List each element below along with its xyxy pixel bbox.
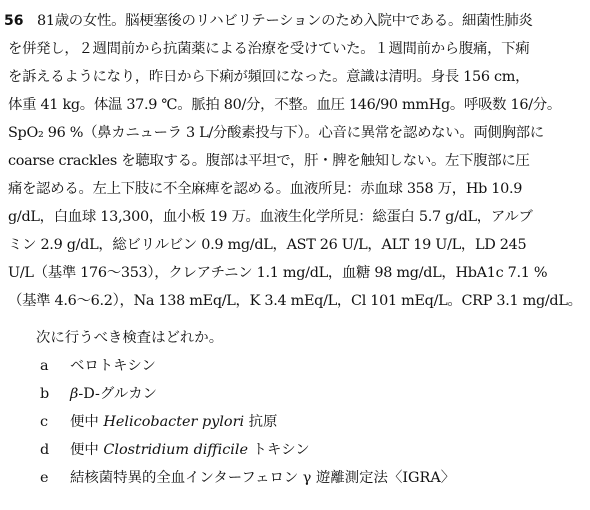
option-text-suffix: -D-グルカン	[78, 386, 157, 402]
option-e[interactable]	[40, 468, 455, 488]
option-letter: c	[40, 414, 49, 430]
option-italic-text: β	[70, 386, 79, 402]
option-d[interactable]	[40, 440, 310, 460]
stem-line-10: U/L（基準 176〜353），クレアチニン 1.1 mg/dL，血糖 98 mg/dL，HbA1c 7.1 %	[8, 265, 548, 281]
stem-line-8: g/dL，白血球 13,300，血小板 19 万。血液生化学所見：総蛋白 5.7 g/dL，アルブ	[8, 209, 533, 225]
stem-line-4: 体重 41 kg。体温 37.9 ℃。脈拍 80/分，不整。血圧 146/90 mmHg。呼吸数 16/分。	[8, 97, 561, 113]
option-text: ベロトキシン	[70, 358, 156, 374]
question-prompt: 次に行うべき検査はどれか。	[36, 330, 224, 346]
stem-line-11: （基準 4.6〜6.2），Na 138 mEq/L，K 3.4 mEq/L，Cl 101 mEq/L。CRP 3.1 mg/dL。	[8, 293, 582, 309]
stem-line-1: 81歳の女性。脳梗塞後のリハビリテーションのため入院中である。細菌性肺炎	[37, 13, 533, 29]
stem-line-5: SpO₂ 96 %（鼻カニューラ 3 L/分酸素投与下）。心音に異常を認めない。両側胸部に	[8, 125, 544, 141]
option-text: 便中	[70, 442, 104, 458]
option-c[interactable]	[40, 412, 277, 432]
question-number: 56	[4, 13, 24, 29]
option-letter: e	[40, 470, 49, 486]
stem-line-2: を併発し，２週間前から抗菌薬による治療を受けていた。１週間前から腹痛，下痢	[8, 41, 530, 57]
option-letter: a	[40, 358, 49, 374]
option-text: 便中	[70, 414, 104, 430]
stem-line-3: を訴えるようになり，昨日から下痢が頻回になった。意識は清明。身長 156 cm，	[8, 69, 530, 85]
option-b[interactable]	[40, 384, 157, 404]
option-text-suffix: 抗原	[244, 414, 278, 430]
stem-line-9: ミン 2.9 g/dL，総ビリルビン 0.9 mg/dL，AST 26 U/L，ALT 19 U/L，LD 245	[8, 237, 527, 253]
option-text-suffix: トキシン	[247, 442, 310, 458]
stem-line-7: 痛を認める。左上下肢に不全麻痺を認める。血液所見：赤血球 358 万，Hb 10.9	[8, 181, 523, 197]
option-italic-text: Helicobacter pylori	[103, 414, 245, 430]
option-italic-text: Clostridium difficile	[103, 442, 248, 458]
option-a[interactable]	[40, 356, 156, 376]
option-letter: d	[40, 442, 50, 458]
stem-line-6: coarse crackles を聴取する。腹部は平坦で，肝・脾を触知しない。左下腹部に圧	[8, 153, 530, 169]
option-letter: b	[40, 386, 50, 402]
option-text: 結核菌特異的全血インターフェロン γ 遊離測定法〈IGRA〉	[70, 470, 456, 486]
